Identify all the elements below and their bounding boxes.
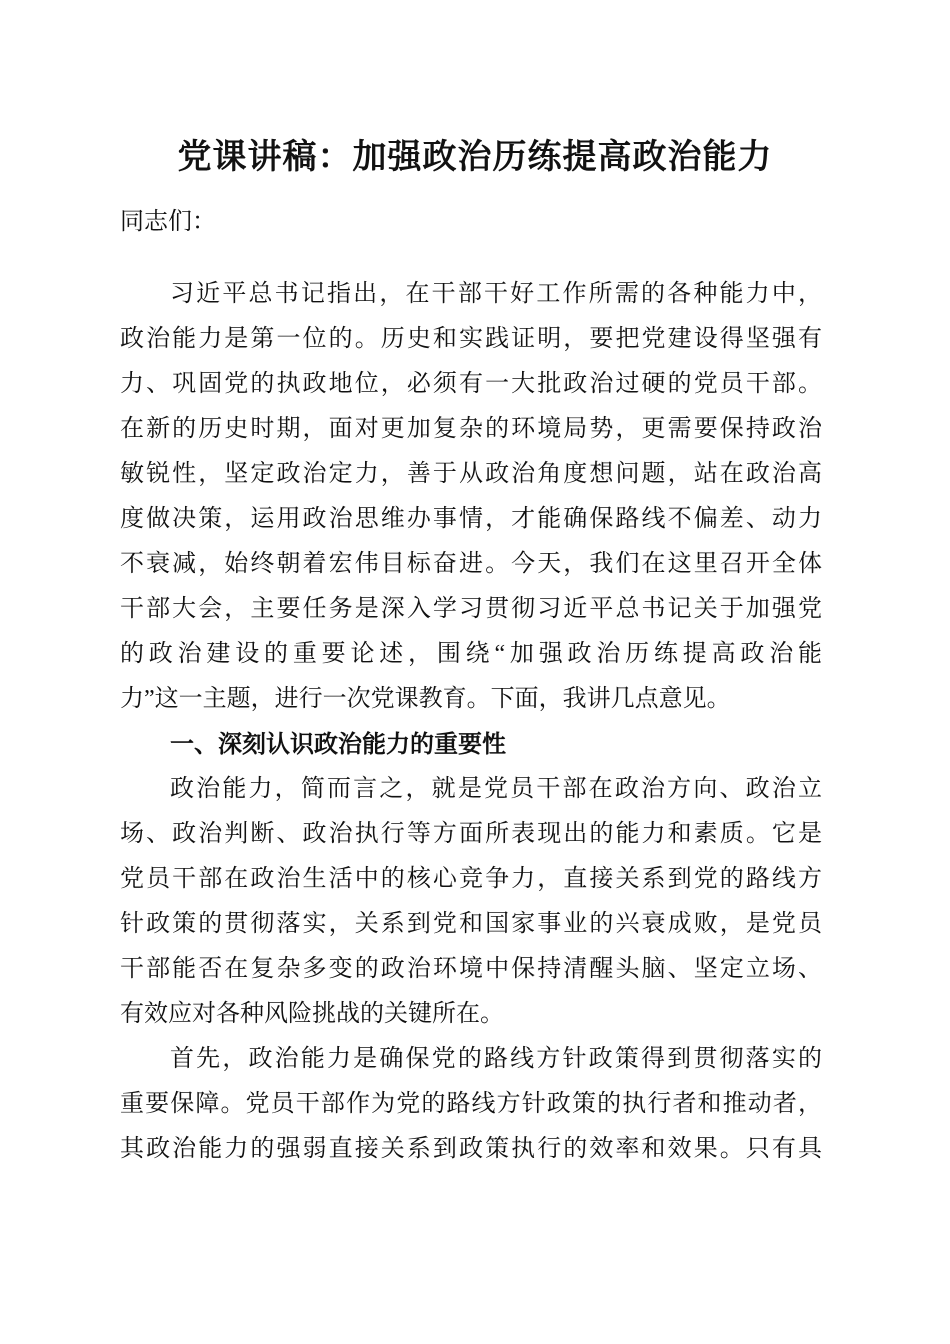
text-line: 在新的历史时期，面对更加复杂的环境局势，更需要保持政治 bbox=[120, 416, 822, 442]
text-line: 的政治建设的重要论述，围绕“加强政治历练提高政治能 bbox=[120, 641, 822, 667]
text-line: 不衰减，始终朝着宏伟目标奋进。今天，我们在这里召开全体 bbox=[120, 551, 822, 577]
document-body bbox=[120, 200, 822, 1172]
text-line: 度做决策，运用政治思维办事情，才能确保路线不偏差、动力 bbox=[120, 506, 822, 532]
text-line: 习近平总书记指出，在干部干好工作所需的各种能力中， bbox=[170, 281, 822, 307]
paragraph-1 bbox=[120, 272, 822, 722]
text-line: 敏锐性，坚定政治定力，善于从政治角度想问题，站在政治高 bbox=[120, 461, 822, 487]
paragraph-3 bbox=[120, 1037, 822, 1172]
text-line: 党员干部在政治生活中的核心竞争力，直接关系到党的路线方 bbox=[120, 866, 822, 892]
text-line: 力、巩固党的执政地位，必须有一大批政治过硬的党员干部。 bbox=[120, 371, 822, 397]
greeting: 同志们： bbox=[120, 209, 216, 235]
document-title: 党课讲稿：加强政治历练提高政治能力 bbox=[177, 139, 773, 176]
text-line: 力”这一主题，进行一次党课教育。下面，我讲几点意见。 bbox=[120, 686, 731, 712]
text-line: 针政策的贯彻落实，关系到党和国家事业的兴衰成败，是党员 bbox=[120, 911, 822, 937]
text-line: 其政治能力的强弱直接关系到政策执行的效率和效果。只有具 bbox=[120, 1136, 822, 1162]
section-heading: 一、深刻认识政治能力的重要性 bbox=[170, 730, 506, 758]
text-line: 有效应对各种风险挑战的关键所在。 bbox=[120, 1001, 504, 1027]
text-line: 干部能否在复杂多变的政治环境中保持清醒头脑、坚定立场、 bbox=[120, 956, 822, 982]
text-line: 首先，政治能力是确保党的路线方针政策得到贯彻落实的 bbox=[170, 1046, 822, 1072]
text-line: 场、政治判断、政治执行等方面所表现出的能力和素质。它是 bbox=[120, 821, 822, 847]
text-line: 政治能力，简而言之，就是党员干部在政治方向、政治立 bbox=[170, 776, 822, 802]
text-line: 政治能力是第一位的。历史和实践证明，要把党建设得坚强有 bbox=[120, 326, 822, 352]
text-line: 干部大会，主要任务是深入学习贯彻习近平总书记关于加强党 bbox=[120, 596, 822, 622]
paragraph-2 bbox=[120, 767, 822, 1037]
text-line: 重要保障。党员干部作为党的路线方针政策的执行者和推动者， bbox=[120, 1091, 822, 1117]
